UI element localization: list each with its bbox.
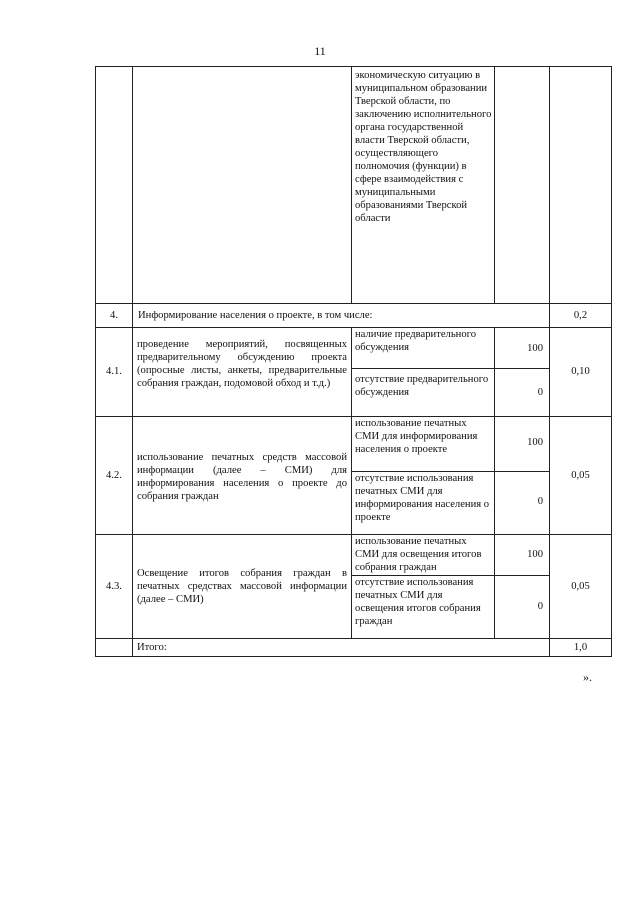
column-divider (351, 327, 352, 638)
column-divider (351, 67, 352, 303)
criterion-text: использование печатных СМИ для информирования населения о проекте (355, 418, 478, 455)
page-number: 11 (314, 44, 326, 58)
total-label: Итого: (137, 642, 167, 653)
section-title: Информирование населения о проекте, в том числе: (138, 310, 373, 321)
column-divider (494, 67, 495, 303)
criterion-score: 0 (537, 601, 543, 612)
column-divider (494, 327, 495, 638)
criterion-text: отсутствие использования печатных СМИ для информирования населения о проекте (355, 473, 490, 523)
criterion-text: отсутствие предварительного обсуждения (355, 374, 489, 398)
row-weight: 0,05 (571, 581, 590, 592)
row-weight: 0,10 (571, 366, 590, 377)
row-divider (96, 638, 611, 639)
row-description: проведение мероприятий, посвященных предварительному обсуждению проекта (опросные листы, анкеты, предварительные собрания граждан, подомовой обход и т.д.) (137, 339, 347, 389)
row-number: 4.1. (106, 366, 122, 377)
row-divider (96, 534, 611, 535)
criterion-score: 0 (537, 387, 543, 398)
row-description: Освещение итогов собрания граждан в печатных средствах массовой информации (далее – СМИ) (137, 568, 347, 605)
row-divider (96, 327, 611, 328)
total-weight: 1,0 (573, 642, 588, 653)
column-divider (132, 67, 133, 656)
row-weight: 0,05 (571, 470, 590, 481)
row-divider (96, 416, 611, 417)
continued-criterion-text: экономическую ситуацию в муниципальном образовании Тверской области, по заключению исполнительного органа государственной власти Тверской области, осуществляющего полномочия (функции) в сфере взаимодействия с муниципальными образованиями Тверской области (355, 70, 492, 224)
criteria-table (95, 66, 612, 657)
criterion-score: 100 (527, 437, 543, 448)
section-number: 4. (110, 310, 118, 321)
criterion-text: отсутствие использования печатных СМИ для освещения итогов собрания граждан (355, 577, 481, 627)
criterion-score: 100 (527, 549, 543, 560)
criterion-text: наличие предварительного обсуждения (355, 329, 477, 353)
column-divider (549, 67, 550, 656)
criteria-divider (351, 368, 549, 369)
section-weight: 0,2 (573, 310, 588, 321)
row-number: 4.2. (106, 470, 122, 481)
row-number: 4.3. (106, 581, 122, 592)
row-divider (96, 303, 611, 304)
criterion-score: 0 (537, 496, 543, 507)
criterion-text: использование печатных СМИ для освещения итогов собрания граждан (355, 536, 482, 573)
row-description: использование печатных средств массовой информации (далее – СМИ) для информирования населения о проекте до собрания граждан (137, 452, 347, 502)
criterion-score: 100 (527, 343, 543, 354)
closing-quote-mark: ». (583, 670, 592, 684)
